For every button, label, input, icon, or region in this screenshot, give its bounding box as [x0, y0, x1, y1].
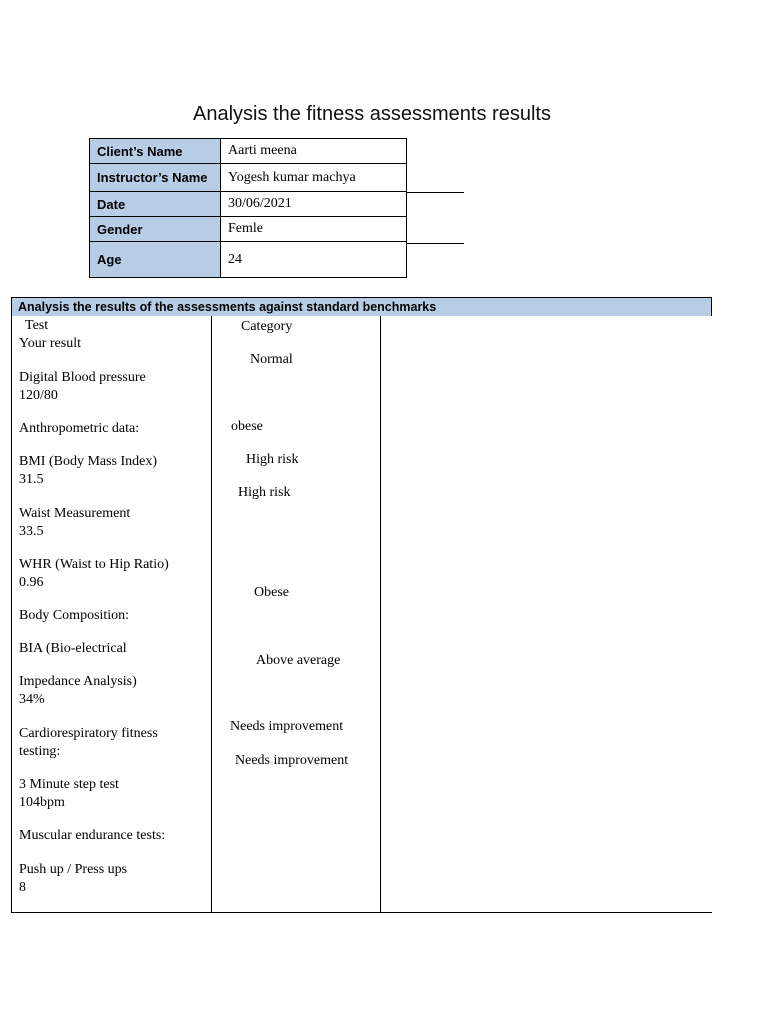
age-value: 24: [220, 241, 407, 278]
waist-category: High risk: [238, 485, 291, 500]
step-test-label: 3 Minute step test: [19, 777, 119, 792]
bodycomp-label: Body Composition:: [19, 608, 130, 623]
waist-value: 33.5: [19, 524, 44, 539]
date-value: 30/06/2021: [220, 191, 407, 217]
instructor-name-value: Yogesh kumar machya: [220, 163, 407, 192]
whr-category: Obese: [254, 585, 289, 600]
bmi-value: 31.5: [19, 472, 44, 487]
col-test-heading: Test: [25, 318, 49, 333]
table-rule: [407, 243, 464, 244]
column-divider: [211, 316, 212, 912]
step-test-value: 104bpm: [19, 795, 65, 810]
gender-value: Femle: [220, 216, 407, 242]
gender-label: Gender: [89, 216, 221, 242]
bia-category: Above average: [256, 653, 341, 668]
cardio-label-cont: testing:: [19, 744, 61, 759]
bmi-label: BMI (Body Mass Index): [19, 454, 158, 469]
instructor-name-label: Instructor’s Name: [89, 163, 221, 192]
bp-value: 120/80: [19, 388, 58, 403]
cardio-label: Cardiorespiratory fitness: [19, 726, 158, 741]
whr-value: 0.96: [19, 575, 44, 590]
impedance-label: Impedance Analysis): [19, 674, 137, 689]
cardio-category: Needs improvement: [230, 719, 344, 734]
client-name-label: Client’s Name: [89, 138, 221, 164]
anthro-label: Anthropometric data:: [19, 421, 140, 436]
column-divider: [380, 316, 381, 912]
bp-category: Normal: [250, 352, 293, 367]
waist-label: Waist Measurement: [19, 506, 131, 521]
col-category-heading: Category: [241, 319, 293, 334]
table-rule: [407, 192, 464, 193]
col-result-heading: Your result: [19, 336, 81, 351]
bp-label: Digital Blood pressure: [19, 370, 146, 385]
pushup-value: 8: [19, 880, 26, 895]
bmi-category: High risk: [246, 452, 299, 467]
assessment-table: [11, 297, 712, 913]
date-label: Date: [89, 191, 221, 217]
impedance-value: 34%: [19, 692, 45, 707]
bia-label: BIA (Bio-electrical: [19, 641, 127, 656]
whr-label: WHR (Waist to Hip Ratio): [19, 557, 169, 572]
assessment-header: Analysis the results of the assessments against standard benchmarks: [12, 297, 712, 316]
page-title: Analysis the fitness assessments results: [193, 103, 551, 125]
step-test-category: Needs improvement: [235, 753, 349, 768]
pushup-label: Push up / Press ups: [19, 862, 128, 877]
anthro-category: obese: [231, 419, 263, 434]
muscular-label: Muscular endurance tests:: [19, 828, 166, 843]
age-label: Age: [89, 241, 221, 278]
client-name-value: Aarti meena: [220, 138, 407, 164]
